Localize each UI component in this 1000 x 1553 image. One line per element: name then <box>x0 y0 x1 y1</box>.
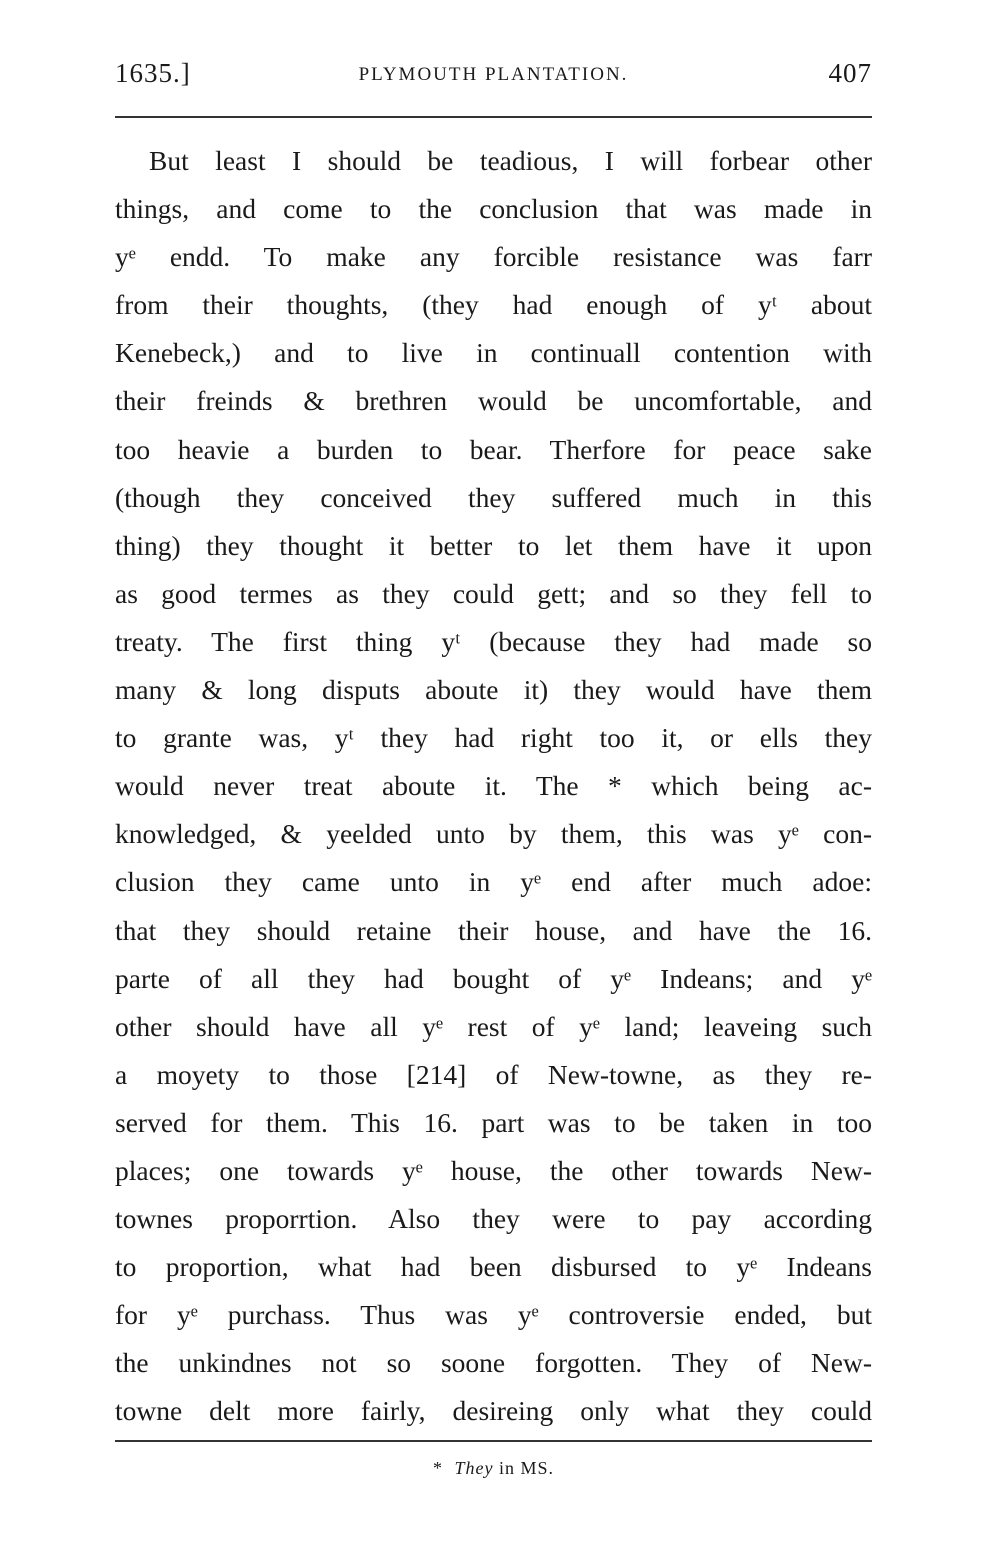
text-line: their freinds & brethren would be uncomfortable, and <box>115 385 872 417</box>
footnote-rest: in MS. <box>498 1458 555 1478</box>
text-line: places; one towards yᵉ house, the other towards New- <box>115 1154 872 1186</box>
header-year: 1635.] <box>115 58 191 88</box>
text-line: towne delt more fairly, desireing only what they could <box>115 1395 872 1427</box>
text-line: (though they conceived they suffered much in this <box>115 481 872 513</box>
text-line: from their thoughts, (they had enough of yᵗ about <box>115 289 872 321</box>
text-line: as good termes as they could gett; and so they fell to <box>115 577 872 609</box>
text-line: to grante was, yᵗ they had right too it, or ells they <box>115 722 872 754</box>
text-line: the unkindnes not so soone forgotten. They of New- <box>115 1347 872 1379</box>
header-title: PLYMOUTH PLANTATION. <box>358 64 629 85</box>
text-line: parte of all they had bought of yᵉ Indeans; and yᵉ <box>115 962 872 994</box>
text-line: that they should retaine their house, and have the 16. <box>115 914 872 946</box>
text-line: a moyety to those [214] of New-towne, as they re- <box>115 1058 872 1090</box>
text-line: knowledged, & yeelded unto by them, this was yᵉ con- <box>115 818 872 850</box>
text-line: treaty. The first thing yᵗ (because they had made so <box>115 625 872 657</box>
text-line: many & long disputs aboute it) they would have them <box>115 674 872 706</box>
footnote-rule <box>115 1440 872 1442</box>
text-line: But least I should be teadious, I will forbear other <box>149 145 872 176</box>
text-line: yᵉ endd. To make any forcible resistance was farr <box>115 241 872 273</box>
text-line: Kenebeck,) and to live in continuall contention with <box>115 337 872 369</box>
text-line: for yᵉ purchass. Thus was yᵉ controversie ended, but <box>115 1299 872 1331</box>
text-line: things, and come to the conclusion that was made in <box>115 193 872 225</box>
body-text <box>115 141 872 1440</box>
footnote-word: They <box>454 1458 494 1478</box>
text-line: too heavie a burden to bear. Therfore for peace sake <box>115 433 872 465</box>
text-line: would never treat aboute it. The * which being ac- <box>115 770 872 802</box>
page-number: 407 <box>828 58 872 88</box>
text-line: townes proporrtion. Also they were to pay according <box>115 1203 872 1235</box>
footnote <box>115 1458 872 1479</box>
text-line: served for them. This 16. part was to be taken in too <box>115 1106 872 1138</box>
text-line: other should have all yᵉ rest of yᵉ land; leaveing such <box>115 1010 872 1042</box>
text-line: to proportion, what had been disbursed to yᵉ Indeans <box>115 1251 872 1283</box>
header-rule <box>115 116 872 118</box>
text-line: thing) they thought it better to let them have it upon <box>115 529 872 561</box>
footnote-mark: * <box>432 1458 443 1478</box>
running-header <box>115 58 872 102</box>
text-line: clusion they came unto in yᵉ end after much adoe: <box>115 866 872 898</box>
